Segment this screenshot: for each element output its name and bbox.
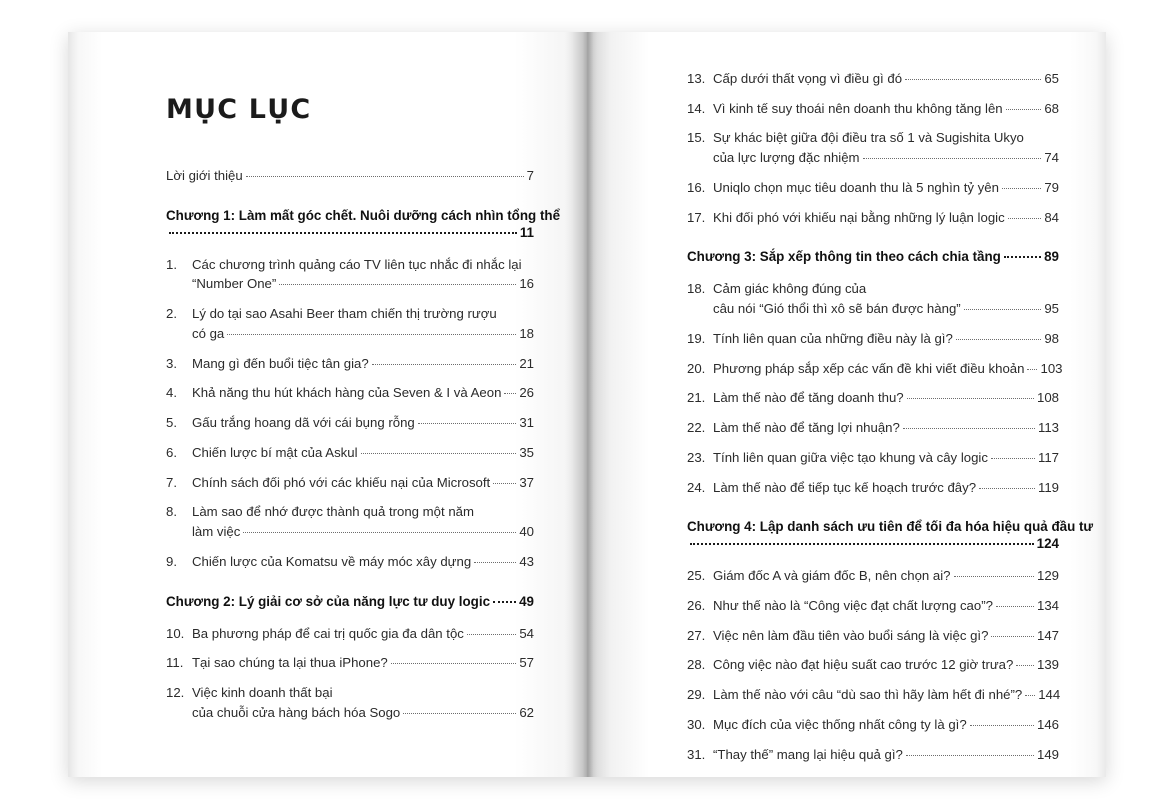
leader-dots — [243, 532, 516, 533]
toc-entry-number: 23. — [687, 449, 706, 465]
toc-entry-number: 11. — [166, 655, 184, 671]
toc-entry — [687, 479, 1059, 498]
toc-chapter-3 — [687, 249, 1059, 264]
toc-entry — [687, 100, 1059, 119]
toc-entry-number: 12. — [166, 685, 185, 701]
toc-entry-label: Chiến lược bí mật của Askul — [192, 444, 358, 460]
toc-entry-page: 62 — [519, 704, 534, 720]
toc-entry — [166, 503, 534, 541]
leader-dots — [979, 488, 1035, 489]
toc-entry — [687, 360, 1063, 379]
toc-entry-label: Sự khác biệt giữa đội điều tra số 1 và Sugishita Ukyo — [713, 130, 1024, 146]
toc-entry — [166, 384, 534, 403]
toc-entry-number: 7. — [166, 474, 177, 490]
toc-entry-label-cont: làm việc — [192, 524, 241, 540]
toc-entry-page: 139 — [1036, 657, 1059, 673]
toc-entry-page: 35 — [519, 444, 534, 460]
toc-entry-number: 20. — [687, 360, 706, 376]
toc-entry — [166, 553, 534, 572]
leader-dots — [1025, 695, 1035, 696]
right-page-content — [687, 70, 1094, 775]
leader-dots — [964, 309, 1042, 310]
toc-entry-number: 1. — [166, 256, 177, 272]
toc-entry — [687, 627, 1059, 646]
toc-entry-number: 3. — [166, 355, 177, 371]
toc-entry-page: 68 — [1044, 100, 1059, 116]
toc-entry-label: Công việc nào đạt hiệu suất cao trước 12 giờ trưa? — [713, 657, 1014, 673]
toc-entry-number: 21. — [687, 390, 706, 406]
toc-entry — [166, 654, 534, 673]
toc-entry — [687, 209, 1059, 228]
toc-entry — [687, 389, 1059, 408]
leader-dots — [493, 601, 516, 603]
toc-entry — [166, 474, 534, 493]
toc-entry-page: 113 — [1037, 420, 1059, 436]
toc-entry-page: 57 — [519, 655, 534, 671]
chapter-label: Chương 3: Sắp xếp thông tin theo cách chia tầng — [687, 249, 1001, 265]
toc-entry-page: 84 — [1044, 209, 1059, 225]
toc-entry — [687, 280, 1059, 318]
leader-dots — [227, 334, 516, 335]
toc-entry-label: Làm thế nào với câu “dù sao thì hãy làm hết đi nhé”? — [713, 687, 1023, 703]
toc-entry-page: 134 — [1036, 598, 1059, 614]
leader-dots — [1002, 188, 1041, 189]
toc-entry — [687, 716, 1059, 735]
toc-entry-number: 31. — [687, 746, 706, 762]
toc-entry-page: 74 — [1044, 150, 1059, 166]
toc-entry-label: Chiến lược của Komatsu về máy móc xây dựng — [192, 553, 472, 569]
chapter-label: Chương 1: Làm mất góc chết. Nuôi dưỡng cách nhìn tổng thể — [166, 207, 561, 223]
toc-entry-page: 103 — [1040, 360, 1063, 376]
leader-dots — [418, 423, 517, 424]
toc-entry — [687, 656, 1059, 675]
toc-entry-number: 22. — [687, 420, 706, 436]
toc-entry-label: Làm thế nào để tiếp tục kế hoạch trước đây? — [713, 479, 977, 495]
toc-entry-label: Vì kinh tế suy thoái nên doanh thu không tăng lên — [713, 100, 1003, 116]
chapter-page: 49 — [519, 593, 534, 609]
toc-entry — [166, 414, 534, 433]
toc-chapter-4 — [687, 519, 1094, 552]
toc-entry-number: 4. — [166, 385, 177, 401]
toc-chapter-1 — [166, 207, 561, 240]
leader-dots — [1016, 665, 1034, 666]
leader-dots — [956, 339, 1042, 340]
leader-dots — [1008, 218, 1042, 219]
toc-entry-page: 54 — [519, 625, 534, 641]
chapter-label: Chương 4: Lập danh sách ưu tiên để tối đa hóa hiệu quả đầu tư — [687, 519, 1094, 535]
toc-entry — [687, 419, 1059, 438]
toc-entry-page: 18 — [519, 325, 534, 341]
toc-entry-page: 43 — [519, 553, 534, 569]
toc-entry — [166, 684, 534, 722]
chapter-page: 89 — [1044, 249, 1059, 265]
toc-entry-label: Khả năng thu hút khách hàng của Seven & I và Aeon — [192, 385, 502, 401]
toc-entry-label: Cấp dưới thất vọng vì điều gì đó — [713, 71, 903, 86]
toc-entry-label: Khi đối phó với khiếu nại bằng những lý luận logic — [713, 209, 1005, 225]
leader-dots — [996, 606, 1034, 607]
toc-entry-page: 119 — [1037, 479, 1059, 495]
toc-entry-label: Việc kinh doanh thất bại — [192, 685, 333, 701]
toc-entry-label: Việc nên làm đầu tiên vào buổi sáng là việc gì? — [713, 627, 989, 643]
leader-dots — [1004, 256, 1041, 258]
toc-entry-number: 29. — [687, 687, 706, 703]
toc-entry — [166, 256, 534, 294]
toc-entry-label: Các chương trình quảng cáo TV liên tục nhắc đi nhắc lại — [192, 256, 522, 272]
toc-chapter-2 — [166, 594, 534, 609]
toc-entry-number: 9. — [166, 553, 177, 569]
toc-entry-page: 108 — [1036, 390, 1059, 406]
toc-entry-number: 19. — [687, 330, 706, 346]
toc-entry-label: Tính liên quan giữa việc tạo khung và cây logic — [713, 449, 988, 465]
toc-entry-number: 17. — [687, 209, 706, 225]
toc-entry-number: 28. — [687, 657, 706, 673]
open-book — [68, 32, 1106, 777]
toc-entry-label: Gấu trắng hoang dã với cái bụng rỗng — [192, 415, 415, 431]
toc-entry — [687, 179, 1059, 198]
leader-dots — [970, 725, 1034, 726]
leader-dots — [906, 755, 1034, 756]
toc-entry-page: 144 — [1038, 687, 1061, 703]
toc-entry-label: Làm thế nào để tăng doanh thu? — [713, 390, 904, 406]
toc-entry — [166, 355, 534, 374]
toc-entry — [687, 567, 1059, 586]
toc-entry-label: Giám đốc A và giám đốc B, nên chọn ai? — [713, 568, 951, 584]
toc-entry-label: Tại sao chúng ta lại thua iPhone? — [192, 655, 388, 671]
toc-entry-page: 40 — [519, 524, 534, 540]
toc-entry-page: 79 — [1044, 179, 1059, 195]
toc-entry-page: 31 — [519, 415, 534, 431]
toc-entry-number: 27. — [687, 627, 706, 643]
leader-dots — [905, 79, 1041, 80]
toc-entry — [687, 70, 1059, 89]
leader-dots — [467, 634, 516, 635]
toc-entry — [166, 305, 534, 343]
leader-dots — [391, 663, 517, 664]
toc-entry-label: “Thay thế” mang lại hiệu quả gì? — [713, 746, 903, 762]
toc-entry-label: Làm sao để nhớ được thành quả trong một năm — [192, 504, 474, 520]
toc-entry-page: 21 — [519, 355, 534, 371]
toc-entry-label: Lý do tại sao Asahi Beer tham chiến thị trường rượu — [192, 306, 497, 322]
toc-entry-page: 37 — [519, 474, 534, 490]
toc-entry — [687, 449, 1059, 468]
leader-dots — [169, 232, 517, 234]
leader-dots — [954, 576, 1034, 577]
toc-entry-number: 16. — [687, 179, 706, 195]
toc-entry-label: Cảm giác không đúng của — [713, 281, 867, 297]
toc-entry-number: 24. — [687, 479, 706, 495]
toc-entry-label-cont: có ga — [192, 325, 225, 341]
leader-dots — [903, 428, 1035, 429]
toc-entry-page: 149 — [1036, 746, 1059, 762]
toc-entry-page: 16 — [519, 276, 534, 292]
toc-entry-page: 98 — [1044, 330, 1059, 346]
toc-entry-label-cont: câu nói “Gió thổi thì xô sẽ bán được hàng” — [713, 301, 961, 317]
leader-dots — [1027, 369, 1037, 370]
toc-entry-number: 30. — [687, 716, 706, 732]
toc-entry-label: Uniqlo chọn mục tiêu doanh thu là 5 nghìn tỷ yên — [713, 179, 999, 195]
chapter-label: Chương 2: Lý giải cơ sở của năng lực tư duy logic — [166, 593, 491, 609]
leader-dots — [1006, 109, 1042, 110]
toc-entry — [166, 444, 534, 463]
toc-entry-number: 18. — [687, 281, 706, 297]
toc-entry-label: Mục đích của việc thống nhất công ty là gì? — [713, 716, 967, 732]
leader-dots — [991, 458, 1035, 459]
toc-entry-intro — [166, 167, 534, 186]
toc-entry-number: 14. — [687, 100, 706, 116]
chapter-page: 11 — [519, 224, 534, 240]
leader-dots — [474, 562, 516, 563]
toc-entry-number: 13. — [687, 71, 706, 86]
toc-entry-number: 25. — [687, 568, 706, 584]
toc-entry-label: Mang gì đến buổi tiệc tân gia? — [192, 355, 369, 371]
toc-entry-number: 15. — [687, 130, 706, 146]
toc-entry-number: 8. — [166, 504, 177, 520]
leader-dots — [690, 543, 1034, 545]
toc-entry-label: Làm thế nào để tăng lợi nhuận? — [713, 420, 900, 436]
leader-dots — [246, 176, 524, 177]
leader-dots — [372, 364, 517, 365]
toc-entry-label: Tính liên quan của những điều này là gì? — [713, 330, 953, 346]
page-title: MỤC LỤC — [166, 94, 312, 125]
toc-entry-number: 26. — [687, 598, 706, 614]
leader-dots — [991, 636, 1034, 637]
leader-dots — [493, 483, 516, 484]
left-page-content — [166, 94, 561, 733]
toc-entry — [687, 330, 1059, 349]
toc-entry-label: Phương pháp sắp xếp các vấn đề khi viết điều khoản — [713, 360, 1025, 376]
leader-dots — [403, 713, 516, 714]
toc-entry-page: 65 — [1044, 71, 1059, 86]
toc-entry-number: 5. — [166, 415, 177, 431]
leader-dots — [361, 453, 517, 454]
toc-entry-page: 95 — [1044, 301, 1059, 317]
toc-entry-page: 117 — [1037, 449, 1059, 465]
toc-entry — [166, 625, 534, 644]
leader-dots — [863, 158, 1042, 159]
toc-entry-label-cont: của lực lượng đặc nhiệm — [713, 150, 860, 166]
leader-dots — [504, 393, 516, 394]
toc-entry-number: 6. — [166, 444, 177, 460]
left-page — [68, 32, 587, 777]
toc-entry-label: Ba phương pháp để cai trị quốc gia đa dân tộc — [192, 625, 464, 641]
toc-entry — [687, 597, 1059, 616]
toc-entry-page: 147 — [1036, 627, 1059, 643]
toc-entry-label-cont: “Number One” — [192, 276, 277, 292]
toc-entry — [687, 686, 1059, 705]
toc-entry-label: Lời giới thiệu — [166, 168, 243, 183]
toc-entry-page: 26 — [519, 385, 534, 401]
leader-dots — [279, 284, 516, 285]
chapter-page: 124 — [1036, 536, 1059, 552]
toc-entry-label-cont: của chuỗi cửa hàng bách hóa Sogo — [192, 704, 401, 720]
toc-entry-label: Như thế nào là “Công việc đạt chất lượng cao”? — [713, 598, 993, 614]
toc-entry-number: 2. — [166, 306, 177, 322]
leader-dots — [907, 398, 1034, 399]
toc-entry-number: 10. — [166, 625, 185, 641]
right-page — [587, 32, 1106, 777]
toc-entry — [687, 129, 1059, 167]
toc-entry-page: 7 — [526, 168, 534, 183]
toc-entry-page: 129 — [1036, 568, 1059, 584]
toc-entry-label: Chính sách đối phó với các khiếu nại của Microsoft — [192, 474, 491, 490]
toc-entry-page: 146 — [1036, 716, 1059, 732]
toc-entry — [687, 746, 1059, 765]
